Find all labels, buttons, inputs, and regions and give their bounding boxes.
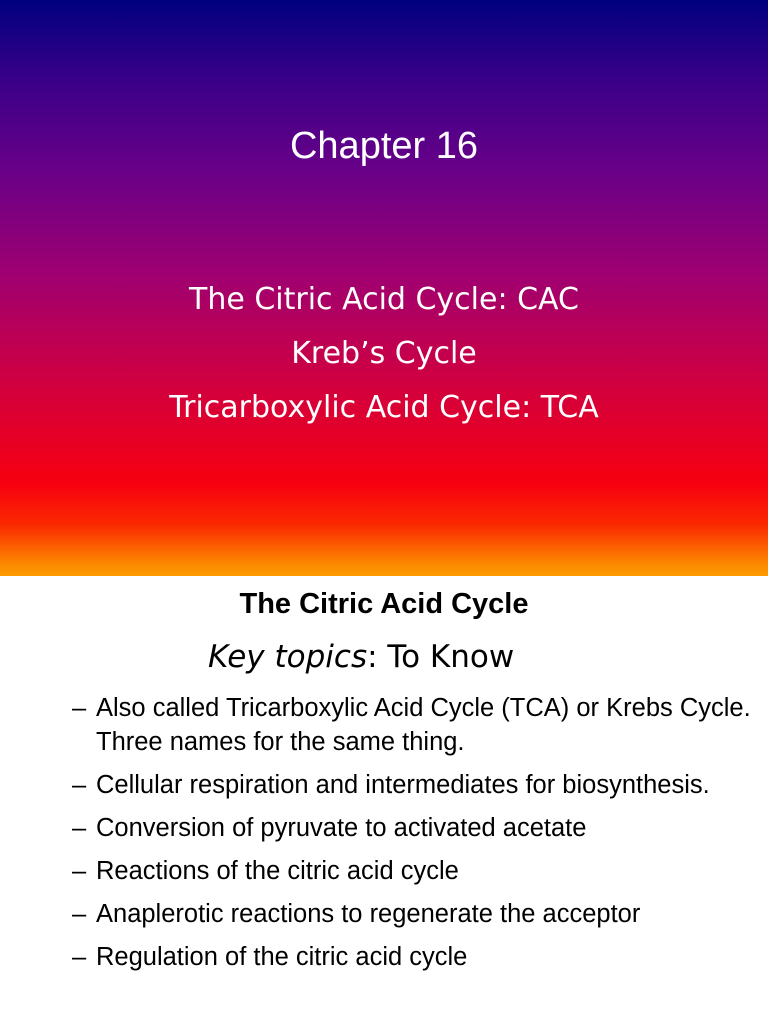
list-item-text: Also called Tricarboxylic Acid Cycle (TCA) or Krebs Cycle. Three names for the same thing. — [96, 694, 751, 756]
slide-title: The Citric Acid Cycle — [239, 588, 529, 620]
list-item — [72, 940, 762, 974]
list-item-text: Anaplerotic reactions to regenerate the acceptor — [96, 900, 641, 928]
content-slide — [0, 576, 768, 1024]
list-item — [72, 768, 762, 802]
bullet-dash: – — [72, 900, 87, 928]
chapter-title: Chapter 16 — [289, 125, 478, 167]
list-item — [72, 691, 762, 759]
subtitle-line: Tricarboxylic Acid Cycle: TCA — [169, 390, 599, 425]
bullet-dash: – — [72, 943, 87, 971]
list-item-text: Cellular respiration and intermediates for biosynthesis. — [96, 771, 710, 799]
topic-list — [72, 691, 762, 983]
bullet-dash: – — [72, 857, 87, 885]
key-topics-label: Key topics — [208, 639, 368, 675]
key-topics-heading — [208, 634, 514, 680]
list-item-text: Regulation of the citric acid cycle — [96, 943, 468, 971]
list-item-text: Reactions of the citric acid cycle — [96, 857, 459, 885]
list-item — [72, 897, 762, 931]
bullet-dash: – — [72, 694, 87, 722]
subtitle-line: Kreb’s Cycle — [291, 336, 477, 371]
list-item-text: Conversion of pyruvate to activated acetate — [96, 814, 587, 842]
subtitle-block — [0, 273, 768, 435]
key-topics-suffix: : To Know — [367, 639, 515, 675]
bullet-dash: – — [72, 814, 87, 842]
list-item — [72, 811, 762, 845]
subtitle-line: The Citric Acid Cycle: CAC — [189, 282, 579, 317]
bullet-dash: – — [72, 771, 87, 799]
list-item — [72, 854, 762, 888]
